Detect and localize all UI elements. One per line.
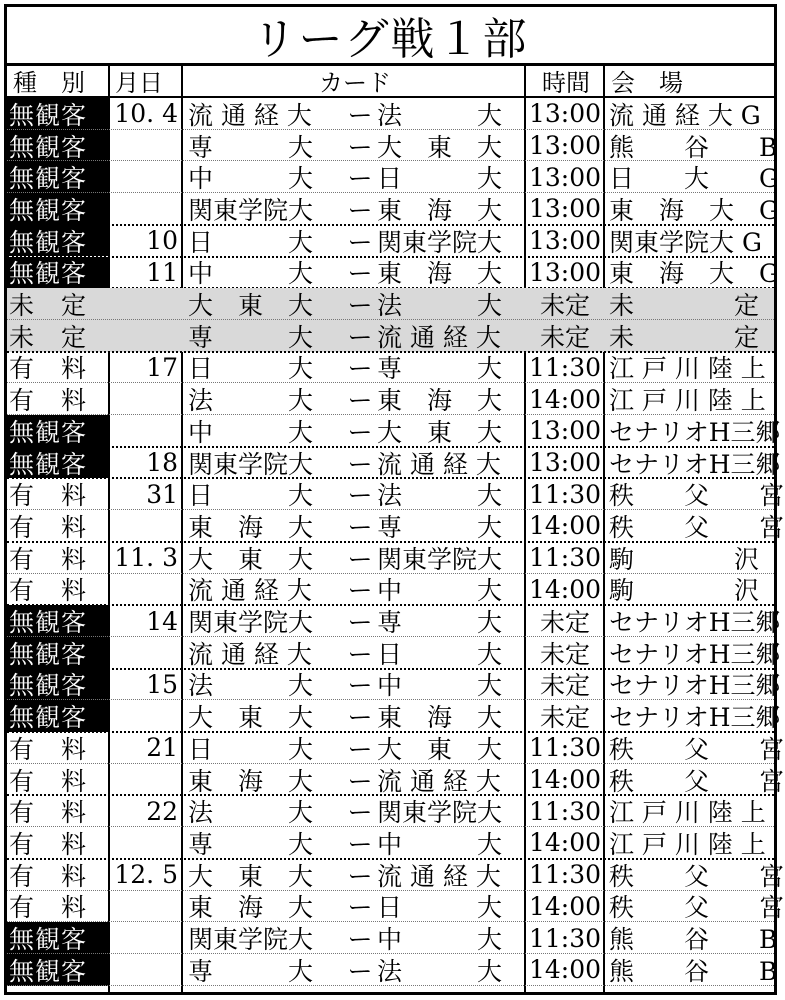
table-row (7, 637, 781, 669)
type-cell: 無観客 (7, 605, 108, 637)
versus-dash: ー (347, 512, 373, 542)
type-cell: 有 料 (9, 576, 88, 606)
team-b-cell: 専 大 (377, 608, 503, 638)
time-cell: 11:30 (528, 733, 602, 763)
venue-cell: 秩 父 宮 (609, 861, 785, 891)
team-b-cell: 中 大 (377, 671, 503, 701)
venue-cell: 東 海 大 G (609, 195, 779, 225)
venue-cell: 秩 父 宮 (609, 481, 785, 511)
venue-cell: 駒 沢 (609, 544, 760, 574)
venue-cell: セナリオH三郷 (609, 608, 781, 638)
date-cell: 11 (146, 257, 178, 287)
time-cell: 11:30 (528, 352, 602, 382)
team-b-cell: 法 大 (377, 100, 503, 130)
date-cell: 11. 3 (114, 543, 178, 573)
team-b-cell: 法 大 (377, 956, 503, 986)
team-a-cell: 大 東 大 (188, 703, 314, 733)
type-cell: 無観客 (7, 225, 108, 257)
type-cell: 有 料 (9, 798, 88, 828)
team-a-cell: 中 大 (188, 417, 314, 447)
time-cell: 13:00 (528, 99, 602, 129)
team-a-cell: 東 海 大 (188, 512, 314, 542)
type-cell: 無観客 (7, 415, 108, 447)
team-b-cell: 関東学院大 (377, 227, 503, 257)
versus-dash: ー (347, 608, 373, 638)
time-cell: 11:30 (528, 543, 602, 573)
type-cell: 有 料 (9, 386, 88, 416)
date-cell: 15 (146, 669, 178, 699)
time-cell: 14:00 (528, 574, 602, 604)
venue-cell: 未 定 (609, 322, 760, 352)
team-a-cell: 法 大 (188, 798, 314, 828)
team-b-cell: 大 東 大 (377, 734, 503, 764)
date-cell: 10 (146, 226, 178, 256)
type-cell: 無観客 (7, 447, 108, 479)
venue-cell: 熊 谷 B (609, 956, 778, 986)
time-cell: 14:00 (528, 384, 602, 414)
time-cell: 未定 (539, 703, 590, 733)
type-cell: 無観客 (7, 130, 108, 162)
table-row (7, 352, 774, 384)
team-b-cell: 関東学院大 (377, 544, 503, 574)
header-card: カード (319, 69, 391, 97)
team-a-cell: 中 大 (188, 164, 314, 194)
venue-cell: 江 戸 川 陸 上 (609, 386, 766, 416)
table-row (7, 257, 779, 289)
venue-cell: セナリオH三郷 (609, 671, 781, 701)
versus-dash: ー (347, 354, 373, 384)
team-b-cell: 法 大 (377, 291, 503, 321)
versus-dash: ー (347, 386, 373, 416)
team-b-cell: 東 海 大 (377, 195, 503, 225)
type-cell: 有 料 (9, 481, 88, 511)
team-a-cell: 東 海 大 (188, 766, 314, 796)
versus-dash: ー (347, 639, 373, 669)
team-a-cell: 日 大 (188, 354, 314, 384)
team-a-cell: 法 大 (188, 386, 314, 416)
team-a-cell: 専 大 (188, 829, 314, 859)
type-cell: 未 定 (9, 291, 88, 321)
team-b-cell: 東 海 大 (377, 259, 503, 289)
venue-cell: 熊 谷 B (609, 132, 778, 162)
date-cell: 14 (146, 606, 178, 636)
team-b-cell: 東 海 大 (377, 703, 503, 733)
time-cell: 未定 (539, 639, 590, 669)
table-row (7, 700, 781, 733)
date-cell (110, 764, 182, 796)
table-row (7, 447, 781, 479)
time-cell: 13:00 (528, 416, 602, 446)
team-b-cell: 専 大 (377, 354, 503, 384)
team-a-cell: 専 大 (188, 956, 314, 986)
versus-dash: ー (347, 291, 373, 321)
team-a-cell: 専 大 (188, 322, 314, 352)
table-row (7, 130, 778, 162)
team-b-cell: 大 東 大 (377, 132, 503, 162)
versus-dash: ー (347, 417, 373, 447)
table-row (7, 542, 774, 574)
date-cell: 10. 4 (114, 99, 178, 129)
team-b-cell: 専 大 (377, 512, 503, 542)
header-type: 種 別 (13, 69, 85, 97)
type-cell: 有 料 (9, 893, 88, 923)
table-row (7, 922, 778, 955)
time-cell: 13:00 (528, 257, 602, 287)
date-cell (110, 637, 182, 669)
versus-dash: ー (347, 449, 373, 479)
date-cell (110, 288, 182, 320)
table-row (7, 478, 785, 511)
versus-dash: ー (347, 322, 373, 352)
versus-dash: ー (347, 861, 373, 891)
time-cell: 11:30 (528, 479, 602, 509)
table-row (7, 288, 774, 320)
team-a-cell: 東 海 大 (188, 893, 314, 923)
team-b-cell: 大 東 大 (377, 417, 503, 447)
venue-cell: 秩 父 宮 (609, 893, 785, 923)
table-row (7, 574, 774, 606)
versus-dash: ー (347, 671, 373, 701)
table-row (7, 795, 774, 827)
venue-cell: 江 戸 川 陸 上 (609, 798, 766, 828)
time-cell: 13:00 (528, 131, 602, 161)
team-b-cell: 日 大 (377, 639, 503, 669)
team-a-cell: 日 大 (188, 227, 314, 257)
time-cell: 14:00 (528, 828, 602, 858)
team-b-cell: 法 大 (377, 481, 503, 511)
date-cell (110, 700, 182, 732)
time-cell: 14:00 (528, 511, 602, 541)
type-cell: 無観客 (7, 637, 108, 669)
team-a-cell: 大 東 大 (188, 544, 314, 574)
row-separator (7, 985, 774, 986)
date-cell: 21 (146, 733, 178, 763)
versus-dash: ー (347, 195, 373, 225)
time-cell: 13:00 (528, 226, 602, 256)
table-row (7, 954, 778, 986)
time-cell: 13:00 (528, 194, 602, 224)
table-row (7, 415, 781, 447)
type-cell: 有 料 (9, 829, 88, 859)
team-b-cell: 中 大 (377, 829, 503, 859)
team-a-cell: 大 東 大 (188, 291, 314, 321)
versus-dash: ー (347, 956, 373, 986)
table-row (7, 320, 774, 352)
venue-cell: 秩 父 宮 (609, 766, 785, 796)
table-row (7, 98, 774, 130)
team-b-cell: 中 大 (377, 925, 503, 955)
venue-cell: セナリオH三郷 (609, 639, 781, 669)
table-row (7, 669, 781, 701)
time-cell: 未定 (539, 291, 590, 321)
table-row (7, 891, 785, 923)
time-cell: 13:00 (528, 162, 602, 192)
date-cell (110, 510, 182, 542)
date-cell: 18 (146, 448, 178, 478)
team-b-cell: 流 通 経 大 (377, 766, 501, 796)
page-title: リーグ戦１部 (7, 7, 774, 66)
table-row (7, 193, 779, 225)
team-a-cell: 中 大 (188, 259, 314, 289)
venue-cell: 未 定 (609, 291, 760, 321)
versus-dash: ー (347, 481, 373, 511)
team-a-cell: 流 通 経 大 (188, 576, 312, 606)
team-b-cell: 流 通 経 大 (377, 322, 501, 352)
team-b-cell: 流 通 経 大 (377, 861, 501, 891)
type-cell: 有 料 (9, 544, 88, 574)
type-cell: 無観客 (7, 954, 108, 986)
table-row (7, 383, 774, 415)
date-cell: 31 (146, 479, 178, 509)
team-a-cell: 関東学院大 (188, 608, 314, 638)
time-cell: 14:00 (528, 765, 602, 795)
time-cell: 11:30 (528, 923, 602, 953)
team-b-cell: 関東学院大 (377, 798, 503, 828)
team-a-cell: 関東学院大 (188, 195, 314, 225)
team-b-cell: 日 大 (377, 893, 503, 923)
date-cell (110, 574, 182, 606)
type-cell: 無観客 (7, 98, 108, 130)
venue-cell: 江 戸 川 陸 上 (609, 354, 766, 384)
team-a-cell: 流 通 経 大 (188, 100, 312, 130)
table-row (7, 510, 785, 542)
team-b-cell: 流 通 経 大 (377, 449, 501, 479)
venue-cell: 東 海 大 G (609, 259, 779, 289)
time-cell: 未定 (539, 322, 590, 352)
venue-cell: 秩 父 宮 (609, 512, 785, 542)
date-cell (110, 130, 182, 162)
date-cell (110, 320, 182, 352)
team-a-cell: 流 通 経 大 (188, 639, 312, 669)
time-cell: 11:30 (528, 860, 602, 890)
type-cell: 無観客 (7, 922, 108, 954)
venue-cell: セナリオH三郷 (609, 449, 781, 479)
table-row (7, 225, 774, 257)
venue-cell: セナリオH三郷 (609, 703, 781, 733)
date-cell (110, 954, 182, 986)
table-row (7, 827, 774, 859)
venue-cell: 関東学院大 G (609, 227, 762, 257)
date-cell: 22 (146, 796, 178, 826)
versus-dash: ー (347, 132, 373, 162)
table-row (7, 764, 785, 796)
versus-dash: ー (347, 703, 373, 733)
time-cell: 14:00 (528, 955, 602, 985)
venue-cell: 流 通 経 大 G (609, 100, 761, 130)
team-a-cell: 日 大 (188, 481, 314, 511)
table-row (7, 605, 781, 638)
date-cell (110, 193, 182, 225)
versus-dash: ー (347, 544, 373, 574)
versus-dash: ー (347, 925, 373, 955)
table-row (7, 161, 779, 194)
type-cell: 有 料 (9, 512, 88, 542)
type-cell: 無観客 (7, 669, 108, 701)
type-cell: 有 料 (9, 734, 88, 764)
type-cell: 無観客 (7, 193, 108, 225)
time-cell: 未定 (539, 671, 590, 701)
team-a-cell: 関東学院大 (188, 449, 314, 479)
type-cell: 有 料 (9, 354, 88, 384)
header-time: 時間 (542, 69, 590, 97)
type-cell: 有 料 (9, 766, 88, 796)
team-a-cell: 日 大 (188, 734, 314, 764)
table-row (7, 732, 785, 764)
table-row (7, 859, 785, 891)
team-b-cell: 東 海 大 (377, 386, 503, 416)
type-cell: 有 料 (9, 861, 88, 891)
versus-dash: ー (347, 227, 373, 257)
time-cell: 11:30 (528, 796, 602, 826)
versus-dash: ー (347, 164, 373, 194)
type-cell: 未 定 (9, 322, 88, 352)
team-a-cell: 大 東 大 (188, 861, 314, 891)
time-cell: 13:00 (528, 448, 602, 478)
venue-cell: 江 戸 川 陸 上 (609, 829, 766, 859)
venue-cell: 熊 谷 B (609, 925, 778, 955)
team-a-cell: 法 大 (188, 671, 314, 701)
versus-dash: ー (347, 734, 373, 764)
date-cell (110, 415, 182, 447)
venue-cell: 駒 沢 (609, 576, 760, 606)
versus-dash: ー (347, 576, 373, 606)
team-a-cell: 関東学院大 (188, 925, 314, 955)
time-cell: 未定 (539, 608, 590, 638)
date-cell: 17 (146, 352, 178, 382)
date-cell (110, 827, 182, 859)
venue-cell: セナリオH三郷 (609, 417, 781, 447)
date-cell (110, 891, 182, 923)
versus-dash: ー (347, 829, 373, 859)
date-cell (110, 922, 182, 954)
time-cell: 14:00 (528, 891, 602, 921)
team-a-cell: 専 大 (188, 132, 314, 162)
date-cell: 12. 5 (114, 860, 178, 890)
team-b-cell: 中 大 (377, 576, 503, 606)
versus-dash: ー (347, 259, 373, 289)
date-cell (110, 161, 182, 193)
date-cell (110, 383, 182, 415)
venue-cell: 日 大 G (609, 164, 779, 194)
type-cell: 無観客 (7, 700, 108, 732)
venue-cell: 秩 父 宮 (609, 734, 785, 764)
team-b-cell: 日 大 (377, 164, 503, 194)
type-cell: 無観客 (7, 257, 108, 289)
header-venue: 会 場 (611, 69, 683, 97)
versus-dash: ー (347, 893, 373, 923)
table-header (7, 65, 774, 98)
versus-dash: ー (347, 766, 373, 796)
versus-dash: ー (347, 100, 373, 130)
type-cell: 無観客 (7, 161, 108, 193)
header-date: 月日 (115, 69, 163, 97)
versus-dash: ー (347, 798, 373, 828)
